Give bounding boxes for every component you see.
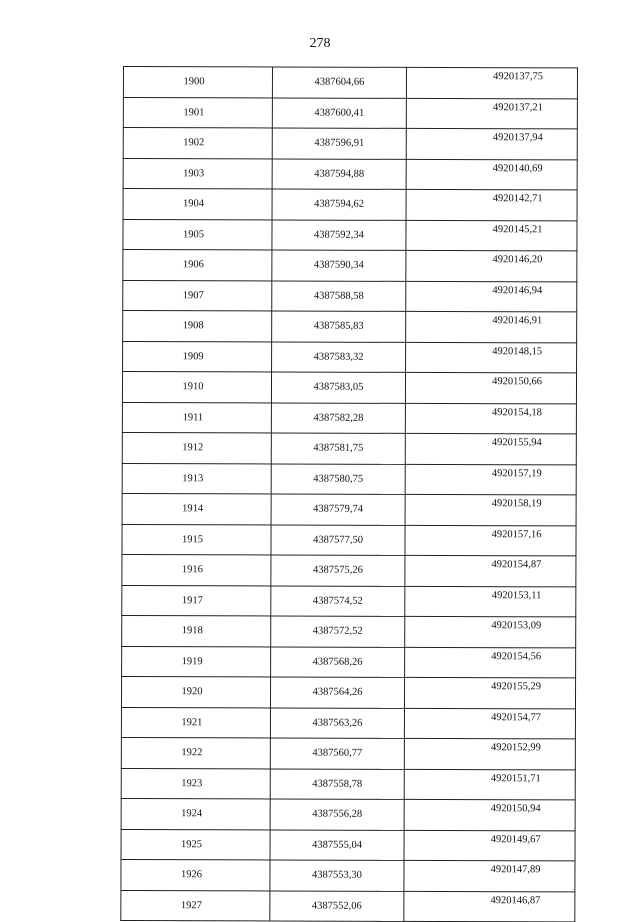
table-row (123, 158, 577, 190)
point-number-cell: 1900 (123, 67, 272, 98)
y-coordinate-cell: 4920154,56 (405, 647, 576, 678)
table-row (122, 585, 576, 617)
table-row (123, 280, 577, 312)
y-coordinate-cell: 4920146,94 (406, 281, 577, 312)
page-number: 278 (309, 36, 331, 51)
y-coordinate-cell: 4920148,15 (406, 342, 577, 373)
x-coordinate-cell: 4387596,91 (272, 128, 406, 159)
point-number-cell: 1925 (121, 829, 270, 860)
x-coordinate-cell: 4387581,75 (271, 433, 405, 464)
table-row (121, 676, 575, 708)
y-coordinate-cell: 4920137,21 (406, 98, 577, 129)
x-coordinate-cell: 4387604,66 (272, 67, 406, 98)
x-coordinate-cell: 4387555,04 (270, 829, 404, 860)
y-coordinate-cell: 4920145,21 (406, 220, 577, 251)
x-coordinate-cell: 4387594,62 (272, 189, 406, 220)
y-coordinate-cell: 4920151,71 (404, 769, 575, 800)
x-coordinate-cell: 4387558,78 (270, 768, 404, 799)
table-row (121, 890, 575, 922)
table-row (122, 402, 576, 434)
point-number-cell: 1913 (122, 463, 271, 494)
table-row (123, 128, 577, 160)
y-coordinate-cell: 4920147,89 (404, 860, 575, 891)
y-coordinate-cell: 4920137,94 (406, 128, 577, 159)
x-coordinate-cell: 4387577,50 (271, 524, 405, 555)
y-coordinate-cell: 4920142,71 (406, 189, 577, 220)
x-coordinate-cell: 4387580,75 (271, 463, 405, 494)
x-coordinate-cell: 4387552,06 (270, 890, 404, 921)
x-coordinate-cell: 4387585,83 (272, 311, 406, 342)
table-row (123, 311, 577, 343)
point-number-cell: 1921 (121, 707, 270, 738)
y-coordinate-cell: 4920152,99 (404, 738, 575, 769)
table-row (123, 250, 577, 282)
x-coordinate-cell: 4387583,32 (272, 341, 406, 372)
x-coordinate-cell: 4387600,41 (272, 97, 406, 128)
y-coordinate-cell: 4920149,67 (404, 830, 575, 861)
y-coordinate-cell: 4920146,20 (406, 250, 577, 281)
y-coordinate-cell: 4920157,16 (405, 525, 576, 556)
x-coordinate-cell: 4387568,26 (271, 646, 405, 677)
y-coordinate-cell: 4920146,87 (404, 891, 575, 922)
point-number-cell: 1920 (121, 676, 270, 707)
y-coordinate-cell: 4920153,09 (405, 616, 576, 647)
y-coordinate-cell: 4920140,69 (406, 159, 577, 190)
point-number-cell: 1922 (121, 737, 270, 768)
y-coordinate-cell: 4920150,66 (405, 372, 576, 403)
y-coordinate-cell: 4920146,91 (406, 311, 577, 342)
point-number-cell: 1908 (123, 311, 272, 342)
point-number-cell: 1919 (122, 646, 271, 677)
x-coordinate-cell: 4387590,34 (272, 250, 406, 281)
point-number-cell: 1916 (122, 554, 271, 585)
y-coordinate-cell: 4920150,94 (404, 799, 575, 830)
table-row (121, 829, 575, 861)
y-coordinate-cell: 4920154,18 (405, 403, 576, 434)
x-coordinate-cell: 4387563,26 (270, 707, 404, 738)
point-number-cell: 1914 (122, 493, 271, 524)
x-coordinate-cell: 4387582,28 (271, 402, 405, 433)
point-number-cell: 1927 (121, 890, 270, 921)
table-row (123, 97, 577, 129)
scan-speck (572, 889, 574, 890)
table-row (123, 67, 577, 99)
y-coordinate-cell: 4920153,11 (405, 586, 576, 617)
table-row (122, 615, 576, 647)
table-row (123, 189, 577, 221)
x-coordinate-cell: 4387553,30 (270, 860, 404, 891)
table-row (122, 463, 576, 495)
y-coordinate-cell: 4920154,87 (405, 555, 576, 586)
x-coordinate-cell: 4387564,26 (270, 677, 404, 708)
table-row (123, 219, 577, 251)
y-coordinate-cell: 4920154,77 (404, 708, 575, 739)
table-row (122, 372, 576, 404)
point-number-cell: 1906 (123, 250, 272, 281)
x-coordinate-cell: 4387592,34 (272, 219, 406, 250)
x-coordinate-cell: 4387556,28 (270, 799, 404, 830)
x-coordinate-cell: 4387572,52 (271, 616, 405, 647)
point-number-cell: 1912 (122, 432, 271, 463)
table-row (123, 341, 577, 373)
point-number-cell: 1905 (123, 219, 272, 250)
point-number-cell: 1903 (123, 158, 272, 189)
x-coordinate-cell: 4387579,74 (271, 494, 405, 525)
table-row (122, 646, 576, 678)
point-number-cell: 1909 (123, 341, 272, 372)
y-coordinate-cell: 4920155,94 (405, 433, 576, 464)
coordinates-table-body (121, 67, 578, 922)
coordinates-table (120, 66, 578, 922)
y-coordinate-cell: 4920137,75 (406, 67, 577, 98)
point-number-cell: 1907 (123, 280, 272, 311)
table-row (121, 768, 575, 800)
point-number-cell: 1924 (121, 798, 270, 829)
y-coordinate-cell: 4920155,29 (404, 677, 575, 708)
point-number-cell: 1917 (122, 585, 271, 616)
x-coordinate-cell: 4387575,26 (271, 555, 405, 586)
point-number-cell: 1915 (122, 524, 271, 555)
x-coordinate-cell: 4387574,52 (271, 585, 405, 616)
table-row (121, 707, 575, 739)
table-row (121, 798, 575, 830)
x-coordinate-cell: 4387594,88 (272, 158, 406, 189)
point-number-cell: 1901 (123, 97, 272, 128)
table-row (122, 493, 576, 525)
point-number-cell: 1911 (122, 402, 271, 433)
y-coordinate-cell: 4920157,19 (405, 464, 576, 495)
x-coordinate-cell: 4387583,05 (271, 372, 405, 403)
x-coordinate-cell: 4387588,58 (272, 280, 406, 311)
table-row (122, 432, 576, 464)
table-row (121, 737, 575, 769)
point-number-cell: 1904 (123, 189, 272, 220)
point-number-cell: 1910 (122, 372, 271, 403)
point-number-cell: 1918 (122, 615, 271, 646)
point-number-cell: 1902 (123, 128, 272, 159)
table-row (122, 524, 576, 556)
point-number-cell: 1923 (121, 768, 270, 799)
y-coordinate-cell: 4920158,19 (405, 494, 576, 525)
point-number-cell: 1926 (121, 859, 270, 890)
table-row (122, 554, 576, 586)
table-row (121, 859, 575, 891)
x-coordinate-cell: 4387560,77 (270, 738, 404, 769)
